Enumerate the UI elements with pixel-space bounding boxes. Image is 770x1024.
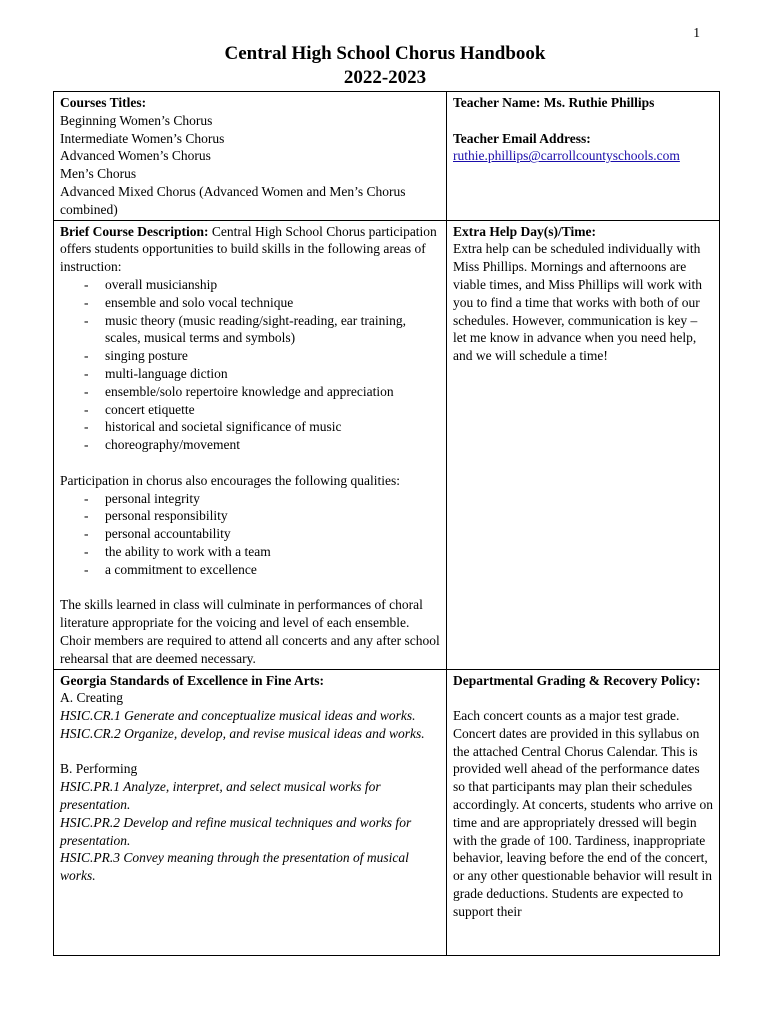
- title-line-2: 2022-2023: [343, 67, 427, 88]
- courses-cell: [54, 92, 447, 221]
- page-number: 1: [693, 25, 700, 40]
- standards-label: Georgia Standards of Excellence in Fine Arts:: [60, 672, 324, 688]
- page-title: [0, 42, 770, 90]
- standards-cell: [54, 669, 447, 955]
- standard-item: HSIC.PR.2 Develop and refine musical techniques and works for presentation.: [60, 814, 412, 848]
- instruction-areas-list: [60, 276, 441, 454]
- teacher-email-label: Teacher Email Address:: [453, 130, 591, 146]
- description-intro: [60, 223, 441, 276]
- teacher-name: Teacher Name: Ms. Ruthie Phillips: [453, 95, 655, 110]
- table-row-description: [54, 220, 720, 669]
- course-item: Intermediate Women’s Chorus: [60, 130, 225, 146]
- course-item: Men’s Chorus: [60, 166, 137, 182]
- list-item: - multi-language diction: [60, 365, 441, 383]
- standard-item: HSIC.CR.2 Organize, develop, and revise musical ideas and works.: [60, 725, 425, 741]
- list-item: - ensemble/solo repertoire knowledge and appreciation: [60, 383, 441, 401]
- description-closing: The skills learned in class will culminate in performances of choral literature appropriate for the voicing and level of each ensemble. Choir members are required to attend all concerts and any after school rehearsal that are deemed necessary.: [60, 597, 440, 666]
- extra-help-text: Extra help can be scheduled individually with Miss Phillips. Mornings and afternoons are viable times, and Miss Phillips will work with you to find a time that works with both of our schedules. However, communication is key – let me know in advance when you need help, and we will schedule a time!: [453, 241, 702, 364]
- creating-heading: A. Creating: [60, 690, 123, 706]
- grading-label: Departmental Grading & Recovery Policy:: [453, 672, 701, 688]
- table-row-courses: [54, 92, 720, 221]
- list-item: - concert etiquette: [60, 401, 441, 419]
- grading-text: Each concert counts as a major test grade. Concert dates are provided in this syllabus on the attached Central Chorus Calendar. This is provided well ahead of the performance dates so that participants may plan their schedules accordingly. At concerts, students who arrive on time and are appropriately dressed will begin with the grade of 100. Tardiness, inappropriate behavior, leaving before the end of the concert, or any other questionable behavior will result in grade deductions. Students are expected to support their: [453, 708, 714, 919]
- course-item: Advanced Women’s Chorus: [60, 148, 211, 164]
- list-item: - the ability to work with a team: [60, 543, 441, 561]
- title-line-1: Central High School Chorus Handbook: [224, 43, 546, 64]
- list-item: - a commitment to excellence: [60, 561, 441, 579]
- list-item: - overall musicianship: [60, 276, 441, 294]
- description-cell: [54, 220, 447, 669]
- extra-help-label: Extra Help Day(s)/Time:: [453, 223, 596, 239]
- grading-cell: [447, 669, 720, 955]
- list-item: - choreography/movement: [60, 436, 441, 454]
- course-item: Advanced Mixed Chorus (Advanced Women and Men’s Chorus combined): [60, 183, 406, 217]
- list-item: - personal responsibility: [60, 507, 441, 525]
- qualities-intro: Participation in chorus also encourages the following qualities:: [60, 472, 401, 488]
- list-item: - ensemble and solo vocal technique: [60, 294, 441, 312]
- courses-label: Courses Titles:: [60, 95, 147, 110]
- handbook-table: [53, 91, 720, 956]
- description-label: Brief Course Description:: [60, 223, 209, 239]
- qualities-list: [60, 490, 441, 579]
- list-item: - personal accountability: [60, 525, 441, 543]
- teacher-email-link[interactable]: ruthie.phillips@carrollcountyschools.com: [453, 148, 680, 164]
- standard-item: HSIC.PR.3 Convey meaning through the presentation of musical works.: [60, 850, 409, 884]
- list-item: - historical and societal significance of music: [60, 418, 441, 436]
- description-intro-text: Central High School Chorus participation offers students opportunities to build skills in the following areas of instruction:: [60, 223, 437, 275]
- table-row-standards: [54, 669, 720, 955]
- list-item: - personal integrity: [60, 490, 441, 508]
- performing-heading: B. Performing: [60, 761, 138, 777]
- extra-help-cell: [447, 220, 720, 669]
- course-item: Beginning Women’s Chorus: [60, 112, 213, 128]
- standard-item: HSIC.CR.1 Generate and conceptualize musical ideas and works.: [60, 708, 416, 724]
- list-item: - singing posture: [60, 347, 441, 365]
- standard-item: HSIC.PR.1 Analyze, interpret, and select musical works for presentation.: [60, 779, 381, 813]
- list-item: - music theory (music reading/sight-reading, ear training, scales, musical terms and symbols): [60, 312, 441, 348]
- teacher-cell: [447, 92, 720, 221]
